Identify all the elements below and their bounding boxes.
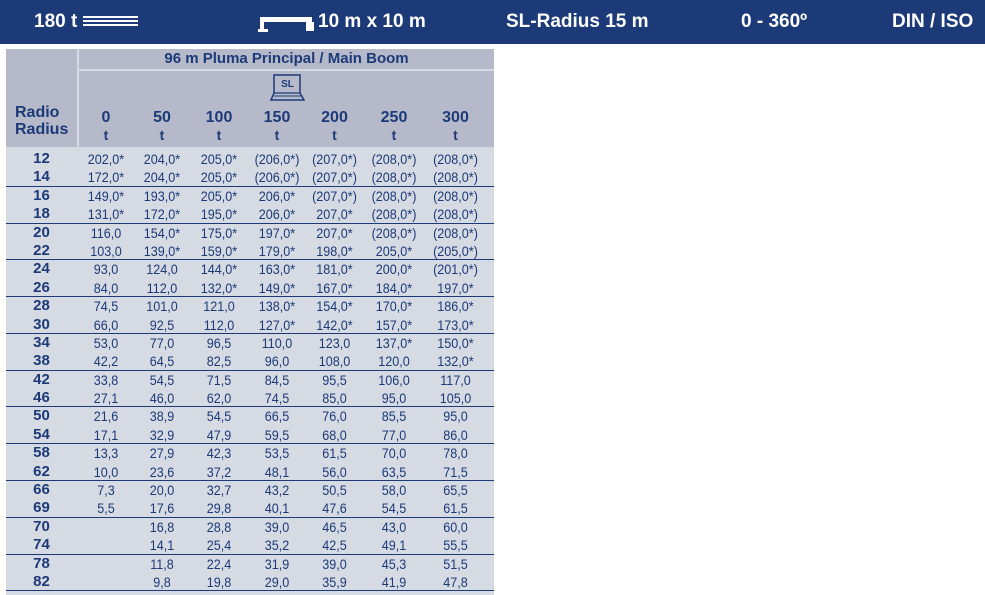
load-value-cell: 58,0 <box>381 482 407 499</box>
load-value-cell: (208,0*) <box>371 169 417 186</box>
load-value-cell: 27,1 <box>93 390 119 407</box>
table-row <box>6 555 494 573</box>
load-value-cell: 154,0* <box>143 224 181 241</box>
header-bar <box>0 0 985 44</box>
load-value-cell: 74,5 <box>264 390 290 407</box>
radius-cell: 28 <box>33 297 50 315</box>
table-row <box>6 426 494 444</box>
load-value-cell: 25,4 <box>206 537 232 554</box>
load-value-cell: 16,8 <box>149 518 175 535</box>
load-value-cell: 170,0* <box>375 298 413 315</box>
load-value-cell: 49,1 <box>381 537 407 554</box>
load-value-cell: 149,0* <box>87 187 125 204</box>
column-header: 200 <box>321 109 348 126</box>
load-value-cell: 47,6 <box>322 500 347 517</box>
load-value-cell: 137,0* <box>375 334 413 351</box>
load-value-cell: 86,0 <box>443 426 468 443</box>
table-row <box>6 224 494 242</box>
load-value-cell: 61,5 <box>443 500 468 517</box>
load-value-cell: 142,0* <box>316 316 353 333</box>
load-value-cell: 205,0* <box>200 151 238 167</box>
load-value-cell: 32,9 <box>149 426 175 443</box>
load-value-cell: 20,0 <box>149 482 175 499</box>
load-value-cell: 123,0 <box>318 334 351 351</box>
load-value-cell: 56,0 <box>322 463 347 480</box>
radius-cell: 18 <box>33 205 50 223</box>
radius-cell: 14 <box>33 168 50 186</box>
load-value-cell: 85,0 <box>322 390 347 407</box>
load-value-cell: 82,5 <box>206 353 232 370</box>
load-value-cell: 66,0 <box>93 316 119 333</box>
load-value-cell: 27,9 <box>149 445 175 462</box>
radius-cell: 30 <box>33 315 50 333</box>
load-value-cell: 22,4 <box>206 555 232 572</box>
load-value-cell: 42,2 <box>93 353 119 370</box>
load-value-cell: (208,0*) <box>433 187 478 204</box>
load-value-cell: 157,0* <box>375 316 413 333</box>
column-unit: t <box>453 127 458 143</box>
column-header: 0 <box>101 109 111 126</box>
load-value-cell: 43,0 <box>381 518 407 535</box>
table-row <box>6 407 494 425</box>
load-value-cell: 77,0 <box>149 334 175 351</box>
table-row <box>6 168 494 186</box>
load-value-cell: 85,5 <box>381 408 407 425</box>
load-value-cell: 40,1 <box>264 500 290 517</box>
load-value-cell: 167,0* <box>316 279 353 296</box>
radius-cell: 69 <box>33 499 50 517</box>
load-value-cell: 124,0 <box>146 261 178 278</box>
load-value-cell: 195,0* <box>200 206 238 223</box>
load-value-cell: 77,0 <box>381 426 407 443</box>
capacity-label: 180 t <box>34 11 78 32</box>
load-value-cell: 46,0 <box>149 390 175 407</box>
load-value-cell: 205,0* <box>200 169 238 186</box>
radius-cell: 66 <box>33 481 50 499</box>
load-value-cell: 23,6 <box>149 463 175 480</box>
load-value-cell: 154,0* <box>316 298 353 315</box>
load-value-cell: 70,0 <box>381 445 407 462</box>
load-value-cell: 172,0* <box>87 169 125 186</box>
table-row <box>6 279 494 297</box>
load-value-cell: (207,0*) <box>312 151 357 167</box>
radius-cell: 24 <box>33 260 50 278</box>
load-value-cell: 198,0* <box>316 242 353 259</box>
radius-label-es: Radio <box>15 104 60 121</box>
column-unit: t <box>274 127 280 143</box>
load-value-cell: 41,9 <box>381 573 407 590</box>
load-value-cell: (208,0*) <box>433 206 478 223</box>
load-value-cell: 21,6 <box>93 408 119 425</box>
load-value-cell: 37,2 <box>206 463 232 480</box>
load-value-cell: 59,5 <box>264 426 290 443</box>
radius-cell: 12 <box>33 150 50 167</box>
radius-cell: 82 <box>33 572 50 590</box>
load-value-cell: 197,0* <box>437 279 474 296</box>
load-value-cell: 39,0 <box>264 518 290 535</box>
load-value-cell: 45,3 <box>381 555 407 572</box>
table-row <box>6 242 494 260</box>
load-value-cell: 184,0* <box>375 279 413 296</box>
load-value-cell: 173,0* <box>437 316 474 333</box>
column-unit: t <box>332 127 337 143</box>
table-row <box>6 536 494 554</box>
boom-title: 96 m Pluma Principal / Main Boom <box>79 49 494 69</box>
load-value-cell: 138,0* <box>258 298 296 315</box>
load-value-cell: 139,0* <box>143 242 181 259</box>
load-value-cell: 61,5 <box>322 445 347 462</box>
load-value-cell: 149,0* <box>258 279 296 296</box>
radius-label-en: Radius <box>15 121 69 138</box>
load-value-cell: 48,1 <box>264 463 290 480</box>
load-value-cell: 7,3 <box>97 482 115 499</box>
table-row <box>6 518 494 536</box>
load-value-cell: 96,5 <box>206 334 232 351</box>
load-value-cell: 200,0* <box>375 261 413 278</box>
load-value-cell: 35,9 <box>322 573 347 590</box>
table-row <box>6 481 494 499</box>
load-value-cell: (208,0*) <box>433 151 478 167</box>
load-value-cell: (207,0*) <box>312 169 357 186</box>
table-row <box>6 205 494 223</box>
load-value-cell: 71,5 <box>443 463 468 480</box>
load-value-cell: 42,3 <box>206 445 232 462</box>
load-value-cell: 116,0 <box>90 224 122 241</box>
load-value-cell: 31,9 <box>264 555 290 572</box>
load-value-cell: (201,0*) <box>433 261 478 278</box>
superlift-icon <box>270 73 305 101</box>
table-row <box>6 297 494 315</box>
load-value-cell: 207,0* <box>316 224 353 241</box>
outrigger-label: 10 m x 10 m <box>318 11 426 32</box>
load-value-cell: (208,0*) <box>371 224 417 241</box>
load-value-cell: 76,0 <box>322 408 347 425</box>
load-value-cell: 206,0* <box>258 206 296 223</box>
load-value-cell: 117,0 <box>440 371 471 388</box>
load-value-cell: 150,0* <box>437 334 474 351</box>
load-value-cell: 66,5 <box>264 408 290 425</box>
norm-label: DIN / ISO <box>892 11 974 32</box>
load-value-cell: 53,0 <box>93 334 119 351</box>
column-header: 250 <box>380 109 408 126</box>
load-value-cell: 14,1 <box>149 537 175 554</box>
load-value-cell: 172,0* <box>143 206 181 223</box>
load-value-cell: 65,5 <box>443 482 468 499</box>
table-body <box>6 150 494 591</box>
load-value-cell: (205,0*) <box>433 242 478 259</box>
column-header: 100 <box>205 109 233 126</box>
load-value-cell: 39,0 <box>322 555 347 572</box>
load-value-cell: 144,0* <box>200 261 238 278</box>
load-value-cell: 92,5 <box>149 316 175 333</box>
radius-header <box>6 49 77 147</box>
load-value-cell: 35,2 <box>264 537 290 554</box>
load-value-cell: 19,8 <box>206 573 232 590</box>
load-value-cell: 205,0* <box>375 242 413 259</box>
table-row <box>6 334 494 352</box>
load-value-cell: 54,5 <box>381 500 407 517</box>
load-value-cell: 103,0 <box>90 242 122 259</box>
load-value-cell: 10,0 <box>93 463 119 480</box>
load-value-cell: 5,5 <box>97 500 115 517</box>
column-header: 50 <box>153 109 171 126</box>
load-value-cell: 131,0* <box>87 206 125 223</box>
load-value-cell: 197,0* <box>258 224 296 241</box>
table-row <box>6 389 494 407</box>
load-value-cell: 74,5 <box>93 298 119 315</box>
load-value-cell: 62,0 <box>206 390 232 407</box>
load-value-cell: 84,5 <box>264 371 290 388</box>
load-value-cell: 63,5 <box>381 463 407 480</box>
radius-cell: 34 <box>33 333 50 351</box>
table-row <box>6 316 494 334</box>
load-value-cell: 163,0* <box>258 261 296 278</box>
radius-cell: 58 <box>33 444 50 462</box>
load-value-cell: 93,0 <box>93 261 119 278</box>
load-value-cell: 96,0 <box>264 353 290 370</box>
radius-cell: 78 <box>33 554 50 572</box>
load-value-cell: 101,0 <box>146 298 178 315</box>
load-value-cell: 51,5 <box>443 555 468 572</box>
load-value-cell: 11,8 <box>150 555 174 572</box>
load-value-cell: 120,0 <box>378 353 410 370</box>
load-value-cell: 32,7 <box>206 482 232 499</box>
radius-cell: 74 <box>33 536 50 554</box>
load-value-cell: 29,8 <box>206 500 232 517</box>
load-value-cell: (207,0*) <box>312 187 357 204</box>
load-value-cell: 28,8 <box>206 518 232 535</box>
load-value-cell: 204,0* <box>143 151 181 167</box>
radius-cell: 46 <box>33 389 50 407</box>
load-value-cell: 17,6 <box>149 500 175 517</box>
load-value-cell: (208,0*) <box>433 169 478 186</box>
column-unit: t <box>391 127 397 143</box>
column-unit: t <box>103 127 109 143</box>
load-value-cell: 205,0* <box>200 187 238 204</box>
column-unit: t <box>159 127 165 143</box>
load-value-cell: (208,0*) <box>371 187 417 204</box>
load-value-cell: 13,3 <box>93 445 119 462</box>
load-value-cell: 121,0 <box>203 298 235 315</box>
column-unit: t <box>216 127 222 143</box>
table-row <box>6 371 494 389</box>
load-value-cell: 33,8 <box>93 371 119 388</box>
load-value-cell: 42,5 <box>322 537 347 554</box>
load-value-cell: 60,0 <box>443 518 468 535</box>
radius-cell: 22 <box>33 241 50 259</box>
radius-cell: 62 <box>33 462 50 480</box>
load-value-cell: 55,5 <box>443 537 468 554</box>
column-header: 150 <box>263 109 291 126</box>
table-row <box>6 150 494 168</box>
boom-lines-icon <box>83 16 138 29</box>
radius-cell: 50 <box>33 407 50 425</box>
load-value-cell: 50,5 <box>322 482 347 499</box>
load-value-cell: 112,0 <box>146 279 178 296</box>
load-value-cell: 207,0* <box>316 206 353 223</box>
load-value-cell: 175,0* <box>200 224 238 241</box>
table-row <box>6 187 494 205</box>
load-value-cell: 95,0 <box>443 408 468 425</box>
load-value-cell: 110,0 <box>261 334 293 351</box>
radius-cell: 26 <box>33 278 50 296</box>
load-value-cell: 53,5 <box>264 445 290 462</box>
radius-cell: 16 <box>33 186 50 204</box>
load-value-cell: 84,0 <box>93 279 119 296</box>
radius-cell: 54 <box>33 425 50 443</box>
load-value-cell: 95,5 <box>322 371 347 388</box>
load-value-cell: (208,0*) <box>371 206 417 223</box>
load-value-cell: 112,0 <box>203 316 235 333</box>
load-value-cell: 54,5 <box>149 371 175 388</box>
table-row <box>6 260 494 278</box>
load-value-cell: 193,0* <box>143 187 181 204</box>
load-value-cell: (206,0*) <box>254 151 300 167</box>
column-header: 300 <box>442 109 469 126</box>
radius-cell: 38 <box>33 352 50 370</box>
load-value-cell: 132,0* <box>200 279 238 296</box>
radius-cell: 42 <box>33 370 50 388</box>
table-row <box>6 499 494 517</box>
load-value-cell: 105,0 <box>439 390 472 407</box>
load-value-cell: 204,0* <box>143 169 181 186</box>
load-value-cell: 47,9 <box>206 426 232 443</box>
sl-radius-label: SL-Radius 15 m <box>506 11 649 32</box>
table-row <box>6 352 494 370</box>
table-row <box>6 463 494 481</box>
load-value-cell: 95,0 <box>381 390 407 407</box>
load-value-cell: 46,5 <box>322 518 347 535</box>
load-value-cell: 202,0* <box>87 151 125 167</box>
load-value-cell: (206,0*) <box>254 169 300 186</box>
load-value-cell: 206,0* <box>258 187 296 204</box>
load-value-cell: 78,0 <box>443 445 468 462</box>
load-value-cell: 127,0* <box>258 316 296 333</box>
load-value-cell: 106,0 <box>378 371 410 388</box>
load-value-cell: 43,2 <box>264 482 290 499</box>
table-row <box>6 444 494 462</box>
table-row <box>6 573 494 591</box>
load-value-cell: 179,0* <box>258 242 296 259</box>
outrigger-base-icon <box>258 13 316 33</box>
load-value-cell: 108,0 <box>318 353 351 370</box>
load-value-cell: 64,5 <box>149 353 175 370</box>
load-value-cell: 71,5 <box>206 371 232 388</box>
load-value-cell: 17,1 <box>93 426 119 443</box>
sl-label: SL <box>281 79 294 90</box>
load-value-cell: 38,9 <box>149 408 175 425</box>
load-value-cell: 186,0* <box>437 298 474 315</box>
load-value-cell: 9,8 <box>153 573 171 590</box>
load-value-cell: 47,8 <box>443 573 468 590</box>
load-chart-table <box>6 49 494 595</box>
load-value-cell: 132,0* <box>437 353 474 370</box>
load-value-cell: 159,0* <box>200 242 238 259</box>
load-value-cell: (208,0*) <box>371 151 417 167</box>
load-value-cell: (208,0*) <box>433 224 478 241</box>
slew-range-label: 0 - 360º <box>741 11 808 32</box>
load-value-cell: 54,5 <box>206 408 232 425</box>
load-value-cell: 181,0* <box>316 261 353 278</box>
load-value-cell: 68,0 <box>322 426 347 443</box>
load-value-cell: 29,0 <box>264 573 290 590</box>
radius-cell: 20 <box>33 223 50 241</box>
radius-cell: 70 <box>33 517 50 535</box>
